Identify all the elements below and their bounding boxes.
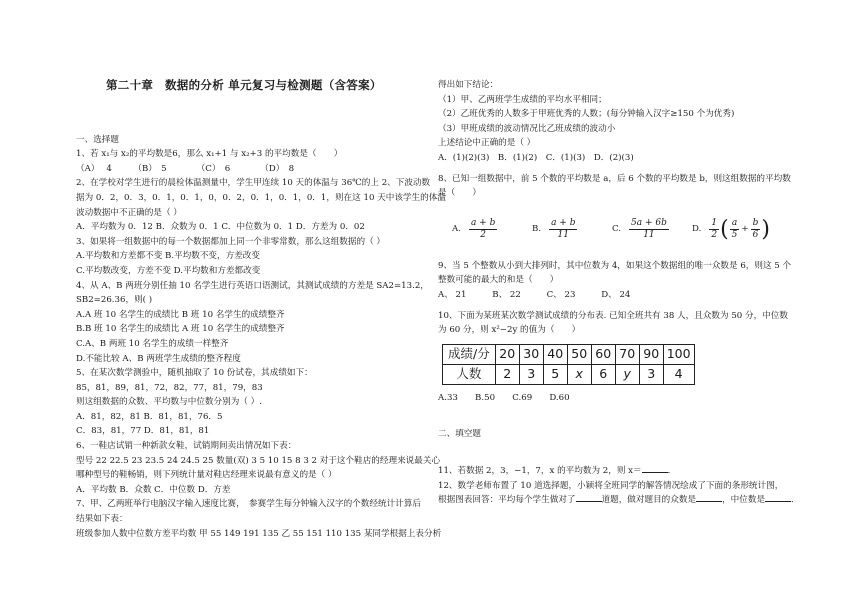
question-7-options: A．(1)(2)(3) B．(1)(2) C．(1)(3) D．(2)(3) — [438, 152, 634, 163]
question-3-options: C.平均数改变，方差不变 D.平均数和方差都改变 — [76, 265, 261, 276]
question-7: 7、甲、乙两班举行电脑汉字输入速度比赛， 参赛学生每分钟输入汉字的个数经统计计算后 — [76, 499, 421, 510]
question-10: 10、下面为某班某次数学测试成绩的分布表. 已知全班共有 38 人，且众数为 50 分，中位数 — [438, 310, 788, 321]
fraction: $\frac{5a + 6b}{11}$ — [631, 218, 667, 241]
question-2: 2、在学校对学生进行的晨检体温测量中，学生甲连续 10 天的体温与 36℃的上 2、下波动数 — [76, 178, 431, 189]
table-cell: 4 — [663, 364, 694, 384]
question-6-line: 哪种型号的鞋畅销，则下列统计量对鞋店经理来说最有意义的是（ ） — [76, 470, 337, 481]
question-7-ask: 上述结论中正确的是（ ） — [438, 138, 536, 149]
table-header-row — [443, 344, 695, 364]
question-2-options: A．平均数为 0．12 B．众数为 0．1 C．中位数为 0．1 D．方差为 0．02 — [76, 222, 365, 233]
score-distribution-table — [442, 344, 695, 385]
fraction: $\frac{a + b}{11}$ — [551, 218, 576, 241]
question-7-line: 班级参加人数中位数方差平均数 甲 55 149 191 135 乙 55 151 110 135 某同学根据上表分析 — [76, 528, 442, 539]
table-cell: 90 — [639, 344, 663, 364]
section-heading: 一、选择题 — [76, 134, 119, 145]
question-7-conclusion: （1）甲、乙两班学生成绩的平均水平相同； — [438, 94, 607, 105]
table-cell: 100 — [663, 344, 694, 364]
section-heading: 二、填空题 — [438, 429, 481, 440]
question-4-option: C.A、B 两班 10 名学生的成绩一样整齐 — [76, 338, 229, 349]
question-4: 4、从 A、B 两班分别任抽 10 名学生进行英语口语测试，其测试成绩的方差是 SA2=13.2， — [76, 280, 429, 291]
question-10-line: 为 60 分，则 x²−2y 的值为（ ） — [438, 325, 581, 336]
table-cell: 50 — [567, 344, 591, 364]
question-4-option: B.B 班 10 名学生的成绩比 A 班 10 名学生的成绩整齐 — [76, 324, 285, 335]
question-1-options: （A） 4 （B） 5 （C） 6 （D） 8 — [76, 163, 295, 174]
fraction: $\frac{a + b}{2}$ — [470, 218, 496, 241]
answer-blank — [765, 493, 791, 502]
question-6: 6、一鞋店试销一种新款女鞋，试销期间卖出情况如下表： — [76, 441, 297, 452]
question-9-options: A、 21 B、 22 C、 23 D、 24 — [438, 289, 631, 300]
table-cell: 30 — [519, 344, 543, 364]
fraction: $\frac{a}{5}$ — [731, 218, 738, 241]
table-cell: 成绩/分 — [443, 344, 496, 364]
question-5-options: C．83，81，77 D．81，81，81 — [76, 426, 210, 437]
table-cell: 5 — [543, 364, 567, 384]
option-a: A. $\frac{a + b}{2}$ — [452, 218, 496, 241]
question-6-options: A．平均数 B．众数 C．中位数 D．方差 — [76, 484, 231, 495]
page-title: 第二十章 数据的分析 单元复习与检测题（含答案） — [106, 78, 382, 92]
question-9: 9、当 5 个整数从小到大排列时，其中位数为 4，如果这个数据组的唯一众数是 6，则这 5 个 — [438, 260, 792, 271]
fraction: $\frac{b}{6}$ — [752, 218, 759, 241]
option-c: C. $\frac{5a + 6b}{11}$ — [612, 218, 667, 241]
table-cell: 60 — [591, 344, 615, 364]
question-7-line: 结果如下表： — [76, 514, 128, 525]
question-7-continued: 得出如下结论： — [438, 80, 499, 90]
question-6-line: 型号 22 22.5 23 23.5 24 24.5 25 数量(双) 3 5 10 15 8 3 2 对于这个鞋店的经理来说最关心 — [76, 455, 441, 466]
option-b: B. $\frac{a + b}{11}$ — [532, 218, 576, 241]
table-cell: x — [567, 364, 591, 384]
table-cell: y — [615, 364, 639, 384]
question-10-options: A.33 B.50 C.69 D.60 — [438, 392, 570, 403]
table-cell: 70 — [615, 344, 639, 364]
question-3-options: A.平均数和方差都不变 B.平均数不变，方差改变 — [76, 251, 260, 262]
question-8-options — [452, 215, 808, 245]
question-5-ask: 则这组数据的众数、平均数与中位数分别为（ ）. — [76, 397, 262, 408]
question-1: 1、若 x₁与 x₂的平均数是6，那么 x₁+1 与 x₂+3 的平均数是（ ） — [76, 149, 343, 160]
table-cell: 20 — [495, 344, 519, 364]
question-5-data: 85，81，89，81，72，82，77，81，79，83 — [76, 382, 263, 393]
answer-blank — [642, 464, 668, 473]
question-2-line: 据为 0．2，0．3，0．1，0．1，0，0．2，0．1，0．1，0．1，则在这 10 天中该学生的体温 — [76, 192, 446, 203]
question-4-option: D.不能比较 A、B 两班学生成绩的整齐程度 — [76, 353, 241, 364]
option-d: D. $\frac{1}{2}$ ( $\frac{a}{5}$ + $\frac{b}{6}$ ) — [692, 216, 770, 242]
question-12: 12、数学老师布置了 10 道选择题，小颖将全班同学的解答情况绘成了下面的条形统计图， — [438, 480, 784, 491]
table-row — [443, 364, 695, 384]
fraction: $\frac{1}{2}$ — [711, 218, 718, 241]
table-cell: 3 — [519, 364, 543, 384]
table-cell: 3 — [639, 364, 663, 384]
table-cell: 6 — [591, 364, 615, 384]
question-12-line: 根据图表回答：平均每个学生做对了 道题，做对题目的众数是 ，中位数是 ． — [438, 495, 800, 506]
left-column — [76, 78, 446, 541]
question-7-conclusion: （3）甲班成绩的波动情况比乙班成绩的波动小 — [438, 123, 616, 134]
answer-blank — [696, 493, 722, 502]
question-8-line: 是（ ） — [438, 188, 481, 199]
question-9-line: 整数可能的最大的和是（ ） — [438, 275, 559, 286]
question-11: 11、若数据 2，3，−1，7，x 的平均数为 2，则 x＝ ． — [438, 465, 677, 476]
right-column — [438, 78, 808, 508]
question-5: 5、在某次数学测验中，随机抽取了 10 份试卷，其成绩如下： — [76, 368, 313, 379]
question-7-conclusion: （2）乙班优秀的人数多于甲班优秀的人数；(每分钟输入汉字≥150 个为优秀) — [438, 109, 735, 120]
question-8: 8、已知一组数据中，前 5 个数的平均数是 a，后 6 个数的平均数是 b，则这组数据的平均数 — [438, 173, 791, 184]
table-cell: 人数 — [443, 364, 496, 384]
table-cell: 40 — [543, 344, 567, 364]
question-3: 3、如果将一组数据中的每一个数据都加上同一个非零常数，那么这组数据的（ ） — [76, 236, 385, 247]
question-4-option: A.A 班 10 名学生的成绩比 B 班 10 名学生的成绩整齐 — [76, 309, 285, 320]
answer-blank — [576, 493, 602, 502]
question-4-line: SB2=26.36，则( ) — [76, 295, 153, 306]
question-5-options: A．81，82，81 B．81，81，76．5 — [76, 411, 223, 422]
table-cell: 2 — [495, 364, 519, 384]
question-2-line: 波动数据中不正确的是（ ） — [76, 207, 182, 218]
